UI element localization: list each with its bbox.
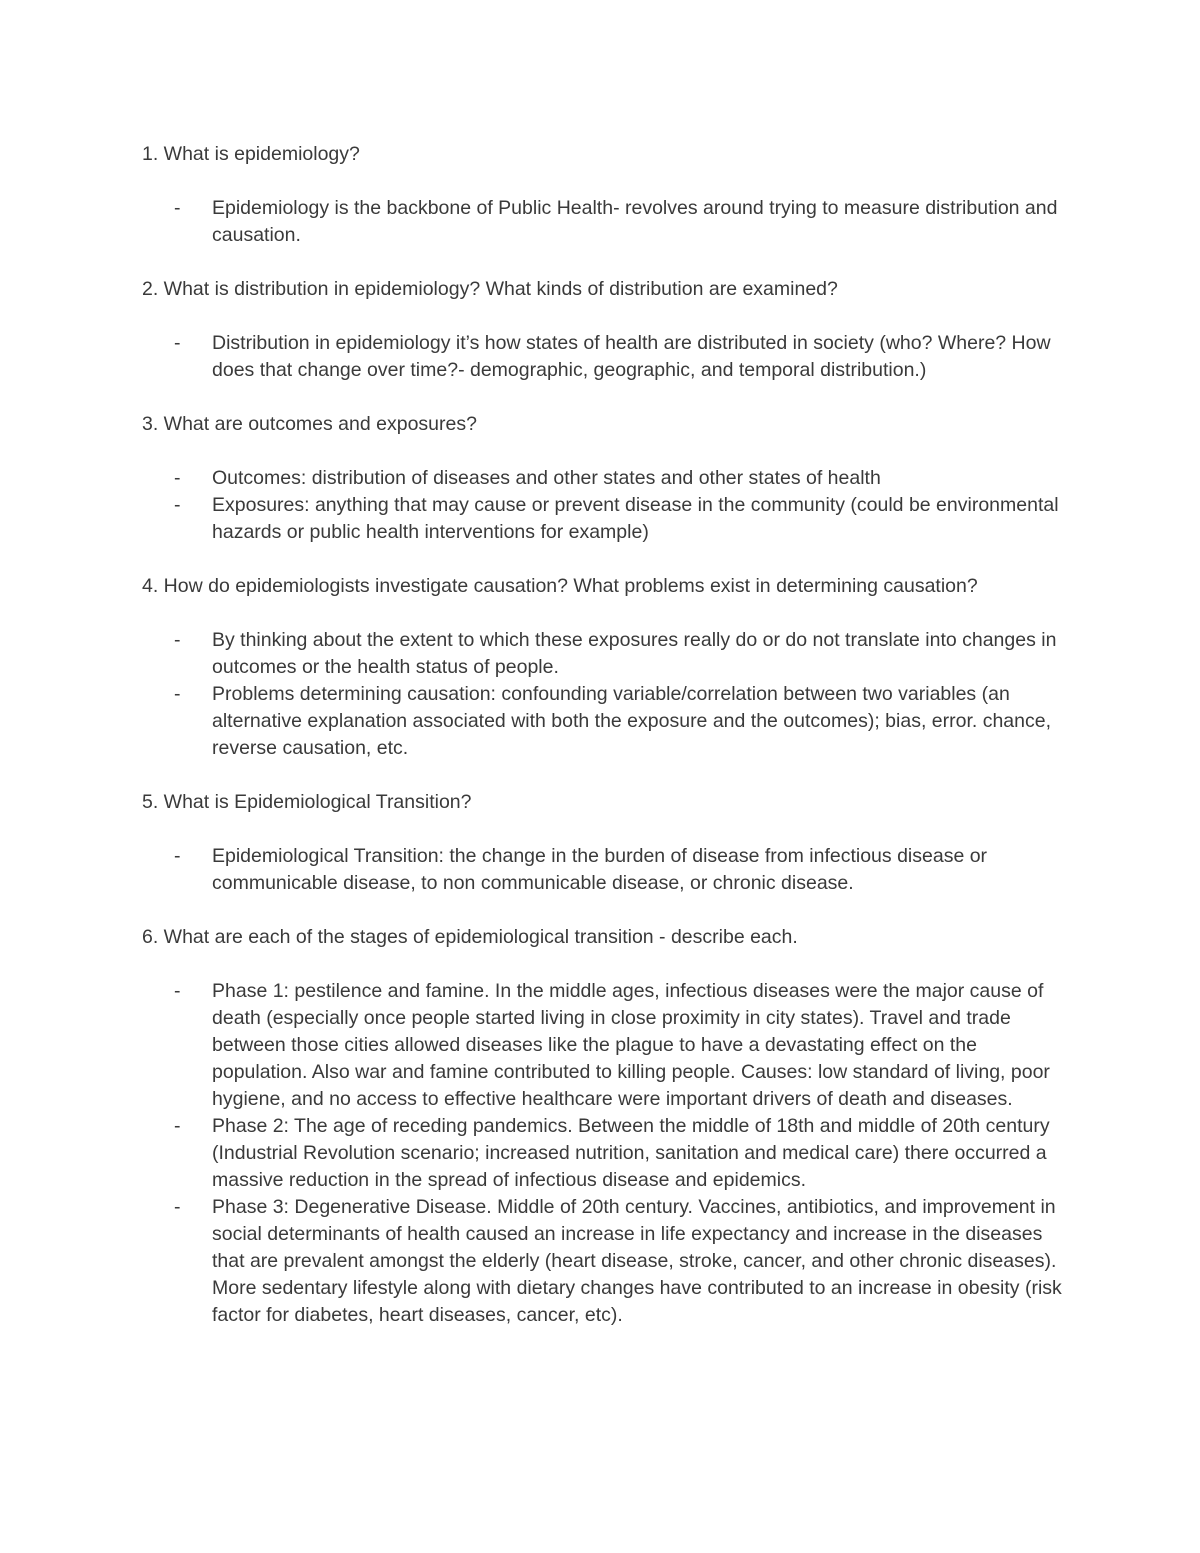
answer-text: Phase 3: Degenerative Disease. Middle of 20th century. Vaccines, antibiotics, and improvement in social determinants of health caused an increase in life expectancy and increase in the diseases that are prevalent amongst the elderly (heart disease, stroke, cancer, and other chronic diseases). More sedentary lifestyle along with dietary changes have contributed to an increase in obesity (risk factor for diabetes, heart diseases, cancer, etc). — [212, 1196, 1062, 1326]
answer-text: By thinking about the extent to which these exposures really do or do not translate into changes in outcomes or the health status of people. — [212, 629, 1057, 678]
question-1: 1. What is epidemiology? — [142, 143, 360, 165]
answer-text: Phase 2: The age of receding pandemics. Between the middle of 18th and middle of 20th century (Industrial Revolution scenario; increased nutrition, sanitation and medical care) there occurred a massive reduction in the spread of infectious disease and epidemics. — [212, 1115, 1050, 1191]
answer-item — [142, 843, 1072, 897]
answer-item — [142, 465, 1072, 492]
answer-list-5 — [142, 843, 1072, 897]
answer-item — [142, 627, 1072, 681]
answer-list-6 — [142, 978, 1072, 1329]
question-4: 4. How do epidemiologists investigate causation? What problems exist in determining causation? — [142, 575, 978, 597]
question-5: 5. What is Epidemiological Transition? — [142, 791, 472, 813]
bullet-dash: - — [174, 197, 181, 219]
answer-text: Phase 1: pestilence and famine. In the middle ages, infectious diseases were the major cause of death (especially once people started living in close proximity in city states). Travel and trade between those cities allowed diseases like the plague to have a devastating effect on the population. Also war and famine contributed to killing people. Causes: low standard of living, poor hygiene, and no access to effective healthcare were important drivers of death and diseases. — [212, 980, 1050, 1110]
bullet-dash: - — [174, 1196, 181, 1218]
answer-text: Problems determining causation: confounding variable/correlation between two variables (an alternative explanation associated with both the exposure and the outcomes); bias, error. chance, reverse causation, etc. — [212, 683, 1052, 759]
answer-text: Epidemiological Transition: the change in the burden of disease from infectious disease or communicable disease, to non communicable disease, or chronic disease. — [212, 845, 988, 894]
answer-item — [142, 195, 1072, 249]
answer-item — [142, 1113, 1072, 1194]
bullet-dash: - — [174, 683, 181, 705]
answer-text: Epidemiology is the backbone of Public Health- revolves around trying to measure distribution and causation. — [212, 197, 1058, 246]
answer-item — [142, 681, 1072, 762]
answer-text: Outcomes: distribution of diseases and other states and other states of health — [212, 467, 881, 489]
bullet-dash: - — [174, 494, 181, 516]
document-body — [142, 141, 1072, 1356]
bullet-dash: - — [174, 980, 181, 1002]
answer-item — [142, 492, 1072, 546]
question-3: 3. What are outcomes and exposures? — [142, 413, 477, 435]
question-2: 2. What is distribution in epidemiology? What kinds of distribution are examined? — [142, 278, 838, 300]
bullet-dash: - — [174, 845, 181, 867]
bullet-dash: - — [174, 1115, 181, 1137]
answer-list-4 — [142, 627, 1072, 762]
bullet-dash: - — [174, 629, 181, 651]
bullet-dash: - — [174, 467, 181, 489]
answer-item — [142, 330, 1072, 384]
question-6: 6. What are each of the stages of epidemiological transition - describe each. — [142, 926, 798, 948]
bullet-dash: - — [174, 332, 181, 354]
answer-list-1 — [142, 195, 1072, 249]
answer-text: Distribution in epidemiology it’s how states of health are distributed in society (who? Where? How does that change over time?- demographic, geographic, and temporal distribution.) — [212, 332, 1051, 381]
answer-item — [142, 978, 1072, 1113]
answer-text: Exposures: anything that may cause or prevent disease in the community (could be environmental hazards or public health interventions for example) — [212, 494, 1059, 543]
answer-list-3 — [142, 465, 1072, 546]
answer-item — [142, 1194, 1072, 1329]
answer-list-2 — [142, 330, 1072, 384]
